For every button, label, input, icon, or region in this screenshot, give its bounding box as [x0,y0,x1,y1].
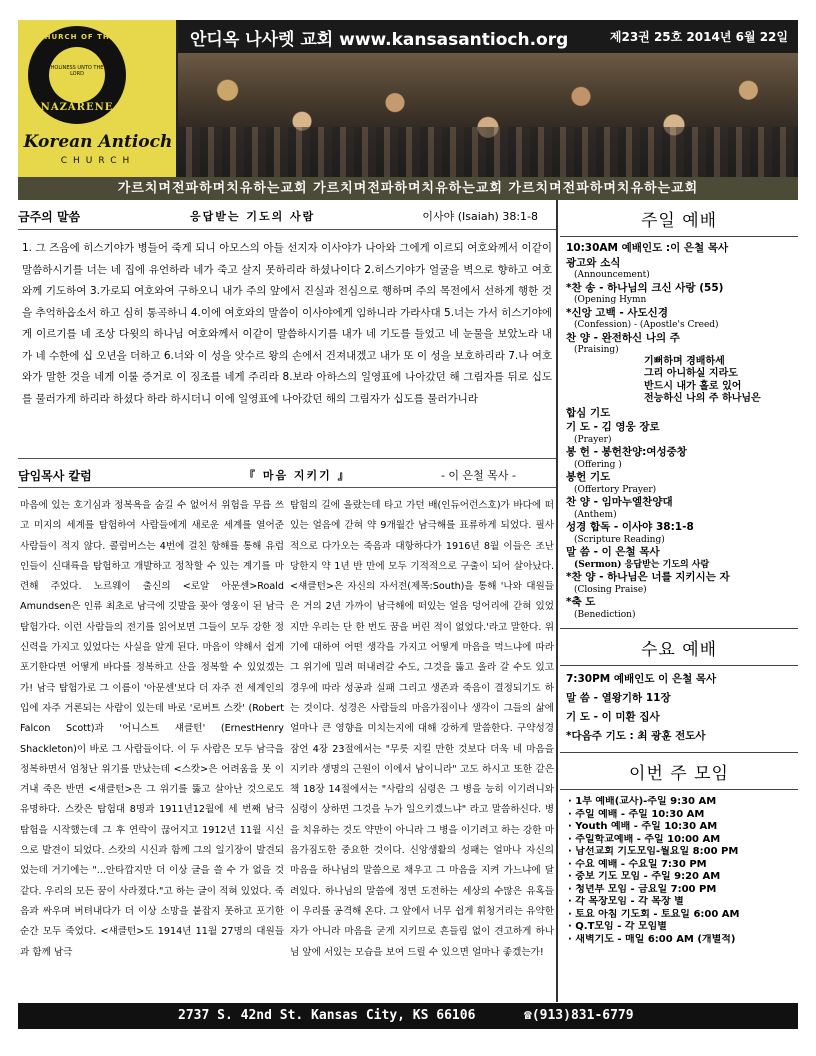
order-item: *축 도 (Benediction) [566,596,636,620]
order-item: (Sermon) 응답받는 기도의 사람 [574,559,710,570]
column-author: - 이 은철 목사 - [440,469,516,482]
gathering-item: · 토요 아침 기도회 - 토요일 6:00 AM [568,908,740,920]
church-phone: ☎(913)831-6779 [524,1008,634,1023]
nazarene-seal-icon: CHURCH OF THE HOLINESS UNTO THE LORD NAZARENE [28,26,126,124]
gathering-item: · 남선교회 기도모임-월요일 8:00 PM [568,846,739,857]
church-url-link[interactable]: www.kansasantioch.org [339,30,569,50]
church-logo [18,20,178,177]
church-address: 2737 S. 42nd St. Kansas City, KS 66106 [178,1008,476,1023]
sunday-worship-heading: 주일 예배 [560,200,798,237]
order-item: 봉 헌 - 봉헌찬양:여성중창 (Offering ) [566,446,687,470]
gathering-item: · 수요 예배 - 수요일 7:30 PM [568,858,707,870]
praise-line: 그리 아니하실 지라도 [644,368,738,379]
scripture-reference: 이사야 (Isaiah) 38:1-8 [422,210,538,223]
wednesday-worship-heading: 수요 예배 [560,628,798,666]
issue-date: 제23권 25호 2014년 6월 22일 [609,30,788,44]
gathering-item: · 청년부 모임 - 금요일 7:00 PM [568,883,717,895]
gathering-item: · 새벽기도 - 매일 6:00 AM (개별적) [568,933,736,945]
logo-church-sub: CHURCH [60,156,136,166]
scripture-text: 1. 그 즈음에 히스기야가 병들어 죽게 되니 아모스의 아들 선지자 이사야가 나아와 그에게 이르되 여호와께서 이같이 말씀하시기를 너는 네 집에 유언하라 네가 죽고 살지 못하리라 하셨나이다 2.히스기야가 얼굴을 벽으로 향하고 여호와께 기도하여 3.가로되 여호와여 구하오니 내가 주의 앞에서 진실과 전심으로 행하며 주의 목전에서 선하게 행한 것을 추억하옵소서 하고 심히 통곡하니 4.이에 여호와의 말씀이 이사야에게 임하니라 가라사대 5.너는 가서 히스기야에게 이르기를 네 조상 다윗의 하나님 여호와께서 이같이 말씀하시기를 내가 네 기도를 들었고 네 눈물을 보았노라 내가 네 수한에 십 오년을 더하고 6.너와 이 성을 앗수르 왕의 손에서 건져내겠고 내가 또 이 성을 보호하리라 7.나 여호와가 말한 것을 네게 이룰 증거로 이 징조를 네게 주리라 8.보라 아하스의 일영표에 나아갔던 해 그림자를 뒤로 십도를 물러가게 하리라 하셨다 하라 하시더니 이에 일영표에 나아갔던 해의 그림자가 십도를 물러가니라 [22,242,553,405]
column-header [18,458,556,488]
order-item: 광고와 소식 (Announcement) [566,256,650,280]
gathering-item: · 각 목장모임 - 각 목장 별 [568,896,684,907]
order-item: 합심 기도 [566,406,611,419]
order-item: 10:30AM 예배인도 :이 은철 목사 [566,242,729,254]
praise-line: 기뻐하며 경배하세 [644,355,725,367]
order-item: 봉헌 기도 (Offertory Prayer) [566,471,657,495]
gathering-item: · 주일학교예배 - 주일 10:00 AM [568,833,721,845]
wednesday-order [560,666,798,746]
gathering-item: · Youth 예배 - 주일 10:30 AM [568,821,718,832]
scripture-header [18,200,556,230]
gathering-item: · Q.T모임 - 각 모임별 [568,921,667,932]
wed-item: *다음주 기도 : 최 광훈 전도사 [566,730,706,742]
order-item: 찬 양 - 임마누엘찬양대 (Anthem) [566,496,673,520]
order-item: 말 씀 - 이 은철 목사 [566,546,660,558]
column-body [18,488,556,1004]
wed-item: 7:30PM 예배인도 이 은철 목사 [566,673,717,685]
praise-line: 전능하신 나의 주 하나님은 [644,393,761,404]
header-banner [18,20,798,177]
wed-item: 말 씀 - 열왕기하 11장 [566,692,671,704]
main-content [18,200,558,1002]
praise-line: 반드시 내가 홀로 있어 [644,380,742,392]
weekly-gatherings-heading: 이번 주 모임 [560,752,798,790]
column-label: 담임목사 칼럼 [18,469,92,483]
order-item: 찬 양 - 완전하신 나의 주 (Praising) [566,331,680,355]
church-name: 안디옥 나사렛 교회 [190,30,334,50]
column-text-right: 탐험의 길에 올랐는데 타고 가던 배(인듀어런스호)가 바다에 떠있는 얼음에 갇혀 약 9개월간 남극해를 표류하게 되었다. 필사적으로 다가오는 죽음과 대항하다가 1916년 8월 이들은 조난 당한지 약 1년 반 만에 모두 기적적으로 구출이 되어 살아났다. <섀클턴>은 자신의 자서전(제목:South)을 통해 '나와 대원들은 거의 2년 가까이 남극해에 떠있는 얼음 덩어리에 갇혀 있었지만 우리는 단 한 번도 꿈을 버린 적이 없었다.'라고 말한다. 위기에 대하여 어떤 생각을 가지고 어떻게 마음을 먹느냐에 따라 그 위기에 밀려 떠내려갈 수도, 그것을 뚫고 올라 갈 수도 있고 경우에 따라 성공과 실패 그리고 생존과 죽음이 결정되기도 하는 것이다. 성경은 사람들의 마음가짐이나 생각이 그들의 삶에 얼마나 큰 영향을 미치는지에 대해 강하게 말씀한다. 구약성경 잠언 4장 23절에서는 "무릇 지킬 만한 것보다 더욱 네 마음을 지키라 생명의 근원이 이에서 남이니라" 고도 하시고 또한 같은 책 18장 14절에서는 "사람의 심령은 그 병을 능히 이기려니와 심령이 상하면 그것을 누가 일으키겠느냐" 라고 말씀하신다. 병을 치유하는 것도 약만이 아니라 그 병을 이기려고 하는 강한 마음가짐도한 중요한 것이다. 신앙생활의 성패는 얼마나 자신의 마음을 하나님의 말씀으로 채우고 그 마음을 지켜 가느냐에 달려있다. 하나님의 말씀에 정면 도전하는 세상의 수많은 유혹들이 우리를 공격해 온다. 그 앞에서 너무 쉽게 휘청거리는 유약한자가 아니라 마음을 굳게 지키므로 흔들림 없이 견고하게 하나님 앞에 서있는 모습을 보여 드릴 수 있으면 얼마나 좋겠는가! [290,500,554,958]
congregation-photo [178,53,798,177]
sunday-order [560,237,798,620]
gathering-item: · 중보 기도 모임 - 주일 9:20 AM [568,871,721,882]
footer-bar [18,1003,798,1029]
order-item: 성경 합독 - 이사야 38:1-8 (Scripture Reading) [566,521,694,545]
gathering-item: · 1부 예배(교사)-주일 9:30 AM [568,796,717,807]
gathering-item: · 주일 예배 - 주일 10:30 AM [568,808,705,820]
motto-bar: 가르치며전파하며치유하는교회 가르치며전파하며치유하는교회 가르치며전파하며치유하는교회 [18,177,798,200]
logo-church-name: Korean Antioch [23,132,173,152]
weekly-gatherings-list [560,790,798,946]
title-bar [178,20,798,53]
scripture-title: 응답받는 기도의 사람 [190,210,316,223]
wed-item: 기 도 - 이 미환 집사 [566,711,660,723]
order-item: *신앙 고백 - 사도신경 (Confession) - (Apostle's Creed) [566,306,719,330]
order-item: *찬 양 - 하나님은 너를 지키시는 자 (Closing Praise) [566,571,730,595]
column-text-left: 마음에 있는 호기심과 정복욕을 숨길 수 없어서 위험을 무릅 쓰고 미지의 세계를 탐험하여 사람들에게 새로운 세계를 열어준 사람들이 적지 않다. 콜럼버스는 4번에 걸친 항해를 통해 유럽인들이 신대륙을 탐험하고 개발하고 정착할 수 있는 계기를 마련해 주었다. 노르웨이 출신의 <로알 아문센>Roald Amundsen은 인류 최초로 남극에 깃발을 꽂아 영웅이 된 남극 탐험가다. 이런 사람들의 전기를 읽어보면 그들이 모두 강한 정신력을 가지고 있었다는 사실을 알게 된다. 마음이 약해서 쉽게 포기한다면 어떻게 바다를 정복하고 산을 정복할 수 있었겠는가! 남극 탐험가로 그 이름이 '아문센'보다 더 자주 전 세계인의 입에 자주 거론되는 사람이 있는데 바로 '로버트 스캇' (Robert Falcon Scott)과 '어니스트 섀클턴' (ErnestHenry Shackleton)이 바로 그 사람들이다. 이 두 사람은 모두 남극을 정복하면서 엄청난 위기를 만났는데 <스캇>은 어려움을 못 이겨내 죽은 반면 <섀클턴>은 그 위기를 뚫고 살아난 것으로도 유명하다. 스캇은 탐험대 8명과 1911년12월에 세 번째 남극 탐험을 시작했는데 그 후 연락이 끊어지고 1912년 11월 시신으로 발견이 되었다. 스캇의 시신과 함께 그의 일기장이 발견되었는데 거기에는 "...안타깝지만 더 이상 글을 쓸 수 가 없을 것 같다. 우리의 모든 꿈이 사라졌다."고 하는 글이 적혀 있었다. 죽음과 싸우며 버텨내다가 더 이상 소망을 붙잡지 못하고 포기한 순간 모두 죽었다. <섀클턴>도 1914년 11월 27명의 대원들과 함께 남극 [20,500,284,958]
order-item: *찬 송 - 하나님의 크신 사랑 (55) (Opening Hymn [566,281,724,305]
sidebar [560,200,798,1002]
scripture-label: 금주의 말씀 [18,210,81,224]
order-item: 기 도 - 김 영웅 장로 (Prayer) [566,421,660,445]
column-title: 『 마음 지키기 』 [244,469,351,482]
